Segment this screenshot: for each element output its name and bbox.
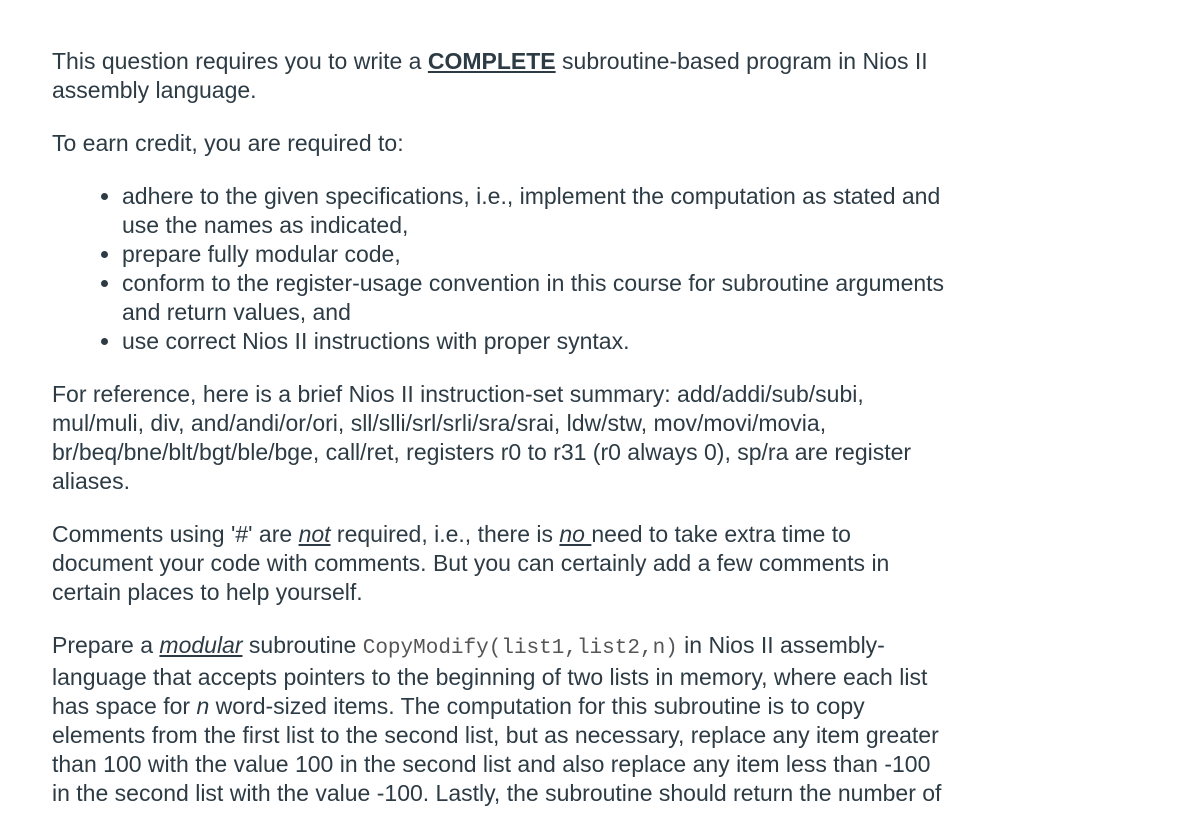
requirements-list [52,182,952,356]
task-paragraph [52,631,952,808]
comments-emphasis-not: not [298,521,331,547]
task-text-1: Prepare a [52,632,160,658]
comments-text-2: required, i.e., there is [330,521,560,547]
comments-paragraph [52,520,952,607]
requirement-item: • adhere to the given specifications, i.e., implement the computation as stated and use the names as indicated, [122,182,952,240]
requirement-item: • conform to the register-usage convention in this course for subroutine arguments and return values, and [122,269,952,327]
subroutine-signature: CopyModify(list1,list2,n) [362,637,678,660]
requirement-item: • use correct Nios II instructions with proper syntax. [122,327,952,356]
task-text-3: in Nios II assembly-language that accepts pointers to the beginning of two lists in memory, where each list has space for [52,632,928,719]
credit-lead: To earn credit, you are required to: [52,130,404,156]
task-text-4: word-sized items. The computation for this subroutine is to copy elements from the first list to the second list, but as necessary, replace any item greater than 100 with the value 100 in the second list and also replace any item less than -100 in the second list with the value -100. Lastly, the subroutine should return the number of [52,693,942,806]
intro-text-2: subroutine-based program in Nios II assembly language. [52,48,928,103]
comments-emphasis-no: no [559,521,592,547]
question-body [52,47,952,832]
task-text-2: subroutine [242,632,363,658]
intro-paragraph [52,47,952,105]
intro-text-1: This question requires you to write a [52,48,428,74]
comments-text-1: Comments using '#' are [52,521,299,547]
reference-paragraph: For reference, here is a brief Nios II instruction-set summary: add/addi/sub/subi, mul/muli, div, and/andi/or/ori, sll/slli/srl/srli/sra/srai, ldw/stw, mov/movi/movia, br/beq/bne/blt/bgt/ble/bge, call/ret, registers r0 to r31 (r0 always 0), sp/ra are register aliases. [52,381,912,494]
variable-n: n [196,693,210,719]
comments-text-3: need to take extra time to document your code with comments. But you can certainly add a few comments in certain places to help yourself. [52,521,890,605]
intro-emphasis: COMPLETE [427,48,556,74]
requirement-item: • prepare fully modular code, [122,240,952,269]
task-emphasis-modular: modular [159,632,243,658]
